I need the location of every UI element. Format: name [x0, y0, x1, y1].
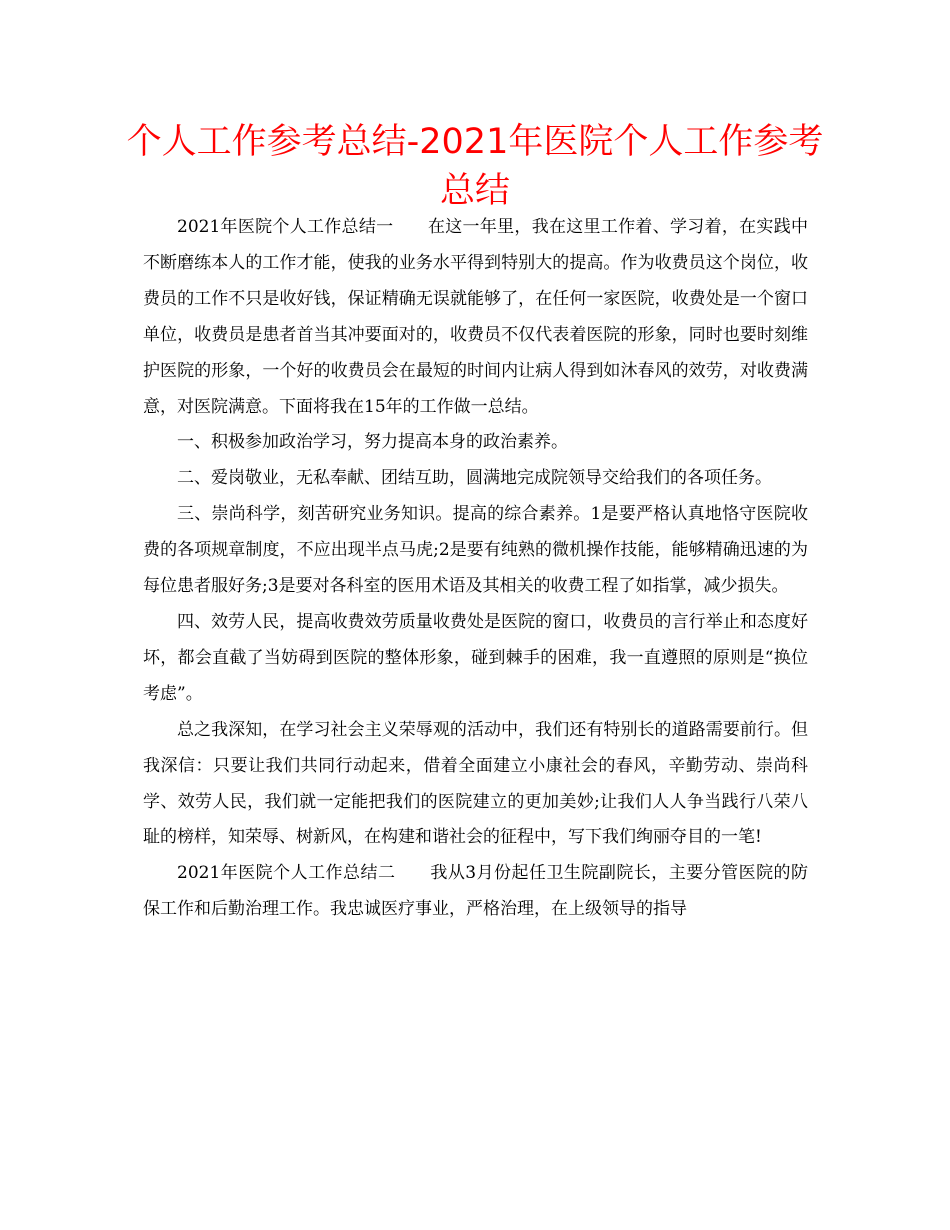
document-title: 个人工作参考总结-2021年医院个人工作参考总结 — [126, 122, 824, 211]
paragraph-summary-two-intro: 2021年医院个人工作总结二 我从3月份起任卫生院副院长，主要分管医院的防保工作和后勤治理工作。我忠诚医疗事业，严格治理，在上级领导的指导 — [143, 863, 808, 920]
paragraph-point-one: 一、积极参加政治学习，努力提高本身的政治素养。 — [177, 432, 568, 453]
paragraph-point-three: 三、崇尚科学，刻苦研究业务知识。提高的综合素养。1是要严格认真地恪守医院收费的各项规章制度，不应出现半点马虎;2是要有纯熟的微机操作技能，能够精确迅速的为每位患者服好务;3是要对各科室的医用术语及其相关的收费工程了如指掌，减少损失。 — [143, 504, 808, 597]
paragraph-conclusion: 总之我深知，在学习社会主义荣辱观的活动中，我们还有特别长的道路需要前行。但我深信：只要让我们共同行动起来，借着全面建立小康社会的春风，辛勤劳动、崇尚科学、效劳人民，我们就一定能把我们的医院建立的更加美妙;让我们人人争当践行八荣八耻的榜样，知荣辱、树新风，在构建和谐社会的征程中，写下我们绚丽夺目的一笔! — [143, 719, 808, 848]
paragraph-summary-one-intro: 2021年医院个人工作总结一 在这一年里，我在这里工作着、学习着，在实践中不断磨练本人的工作才能，使我的业务水平得到特别大的提高。作为收费员这个岗位，收费员的工作不只是收好钱，保证精确无误就能够了，在任何一家医院，收费处是一个窗口单位，收费员是患者首当其冲要面对的，收费员不仅代表着医院的形象，同时也要时刻维护医院的形象，一个好的收费员会在最短的时间内让病人得到如沐春风的效劳，对收费满意，对医院满意。下面将我在15年的工作做一总结。 — [143, 217, 808, 417]
paragraph-point-four: 四、效劳人民，提高收费效劳质量收费处是医院的窗口，收费员的言行举止和态度好坏，都会直截了当妨碍到医院的整体形象，碰到棘手的困难，我一直遵照的原则是“换位考虑”。 — [143, 611, 808, 704]
paragraph-point-two: 二、爱岗敬业，无私奉献、团结互助，圆满地完成院领导交给我们的各项任务。 — [177, 468, 772, 489]
document-body — [143, 210, 808, 928]
